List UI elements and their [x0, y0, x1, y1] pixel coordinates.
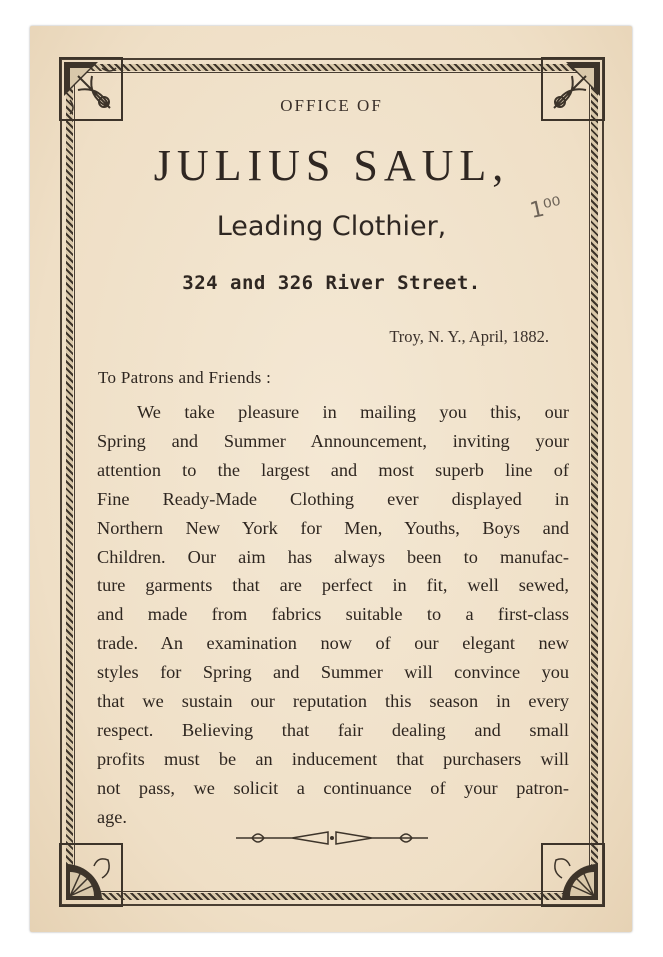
fan-ornament-icon: [58, 842, 124, 908]
body-line: attention to the largest and most superb line of: [97, 459, 569, 480]
body-line: and made from fabrics suitable to a first-class: [97, 604, 569, 625]
fan-ornament-icon: [540, 842, 606, 908]
body-line: styles for Spring and Summer will convince you: [97, 662, 569, 683]
body-line: trade. An examination now of our elegant new: [97, 633, 569, 654]
body-line: We take pleasure in mailing you this, our: [137, 402, 569, 422]
office-of-heading: OFFICE OF: [280, 96, 383, 115]
pencil-price-note: 1⁰⁰: [527, 192, 564, 225]
letter-body: [97, 398, 569, 832]
body-line: not pass, we solicit a continuance of your patron-: [97, 777, 569, 798]
flourish-divider-icon: [232, 826, 432, 850]
body-line: Northern New York for Men, Youths, Boys and: [97, 517, 569, 538]
body-line: Children. Our aim has always been to manufac-: [97, 546, 569, 567]
business-name: JULIUS SAUL,: [153, 141, 510, 190]
body-line: respect. Believing that fair dealing and small: [97, 719, 569, 740]
business-address: 324 and 326 River Street.: [182, 272, 481, 294]
body-line: Fine Ready-Made Clothing ever displayed in: [97, 488, 569, 509]
letter-date: Troy, N. Y., April, 1882.: [389, 327, 549, 346]
body-line: Spring and Summer Announcement, inviting your: [97, 430, 569, 451]
salutation: To Patrons and Friends :: [98, 368, 272, 387]
body-line: profits must be an inducement that purchasers will: [97, 748, 569, 769]
body-line: age.: [97, 806, 127, 827]
body-line: ture garments that are perfect in fit, well sewed,: [97, 575, 569, 596]
business-tagline: Leading Clothier,: [216, 211, 447, 242]
body-line: that we sustain our reputation this season in every: [97, 691, 569, 712]
